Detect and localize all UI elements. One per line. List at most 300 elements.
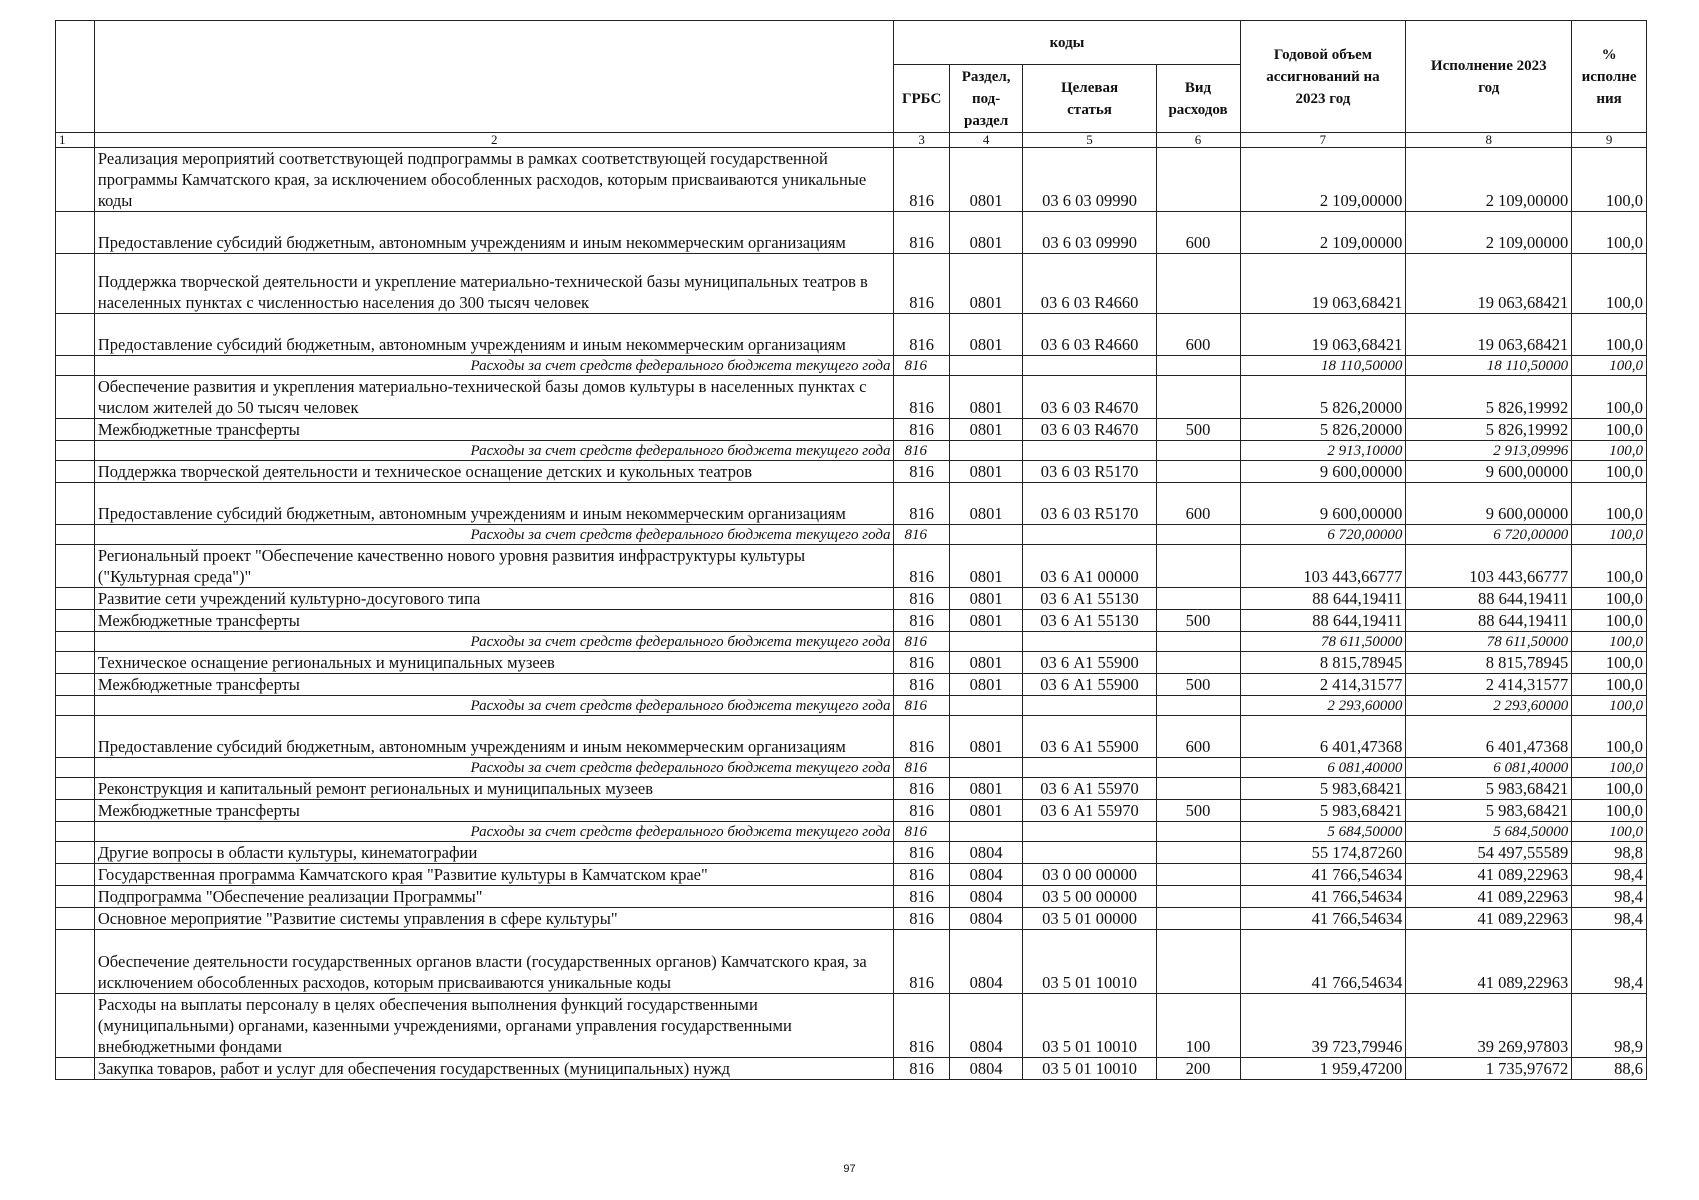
row-name: Расходы за счет средств федерального бюджета текущего года [94, 758, 894, 778]
row-name: Расходы за счет средств федерального бюджета текущего года [94, 822, 894, 842]
table-row [56, 610, 1647, 632]
row-grbs: 816 [894, 758, 949, 778]
row-percent: 98,8 [1572, 842, 1647, 864]
row-name: Межбюджетные трансферты [94, 419, 894, 441]
row-section: 0804 [949, 886, 1023, 908]
table-row [56, 148, 1647, 212]
index-cell [56, 842, 95, 864]
row-section: 0801 [949, 419, 1023, 441]
row-percent: 100,0 [1572, 758, 1647, 778]
column-number: 4 [949, 133, 1023, 148]
column-number-row [56, 133, 1647, 148]
row-executed-amount: 39 269,97803 [1406, 994, 1572, 1058]
row-name: Расходы за счет средств федерального бюджета текущего года [94, 525, 894, 545]
row-grbs: 816 [894, 908, 949, 930]
index-cell [56, 908, 95, 930]
row-plan-amount: 5 826,20000 [1240, 376, 1406, 419]
row-plan-amount: 2 293,60000 [1240, 696, 1406, 716]
row-expense-type [1156, 376, 1240, 419]
row-grbs: 816 [894, 376, 949, 419]
row-executed-amount: 88 644,19411 [1406, 610, 1572, 632]
row-executed-amount: 5 983,68421 [1406, 800, 1572, 822]
row-expense-type [1156, 886, 1240, 908]
table-row [56, 716, 1647, 758]
row-expense-type: 200 [1156, 1058, 1240, 1080]
row-target-article: 03 6 03 09990 [1023, 212, 1156, 254]
row-percent: 100,0 [1572, 441, 1647, 461]
row-section: 0801 [949, 674, 1023, 696]
column-number: 6 [1156, 133, 1240, 148]
index-cell [56, 314, 95, 356]
row-percent: 100,0 [1572, 674, 1647, 696]
column-number: 8 [1406, 133, 1572, 148]
row-percent: 98,9 [1572, 994, 1647, 1058]
row-percent: 100,0 [1572, 800, 1647, 822]
row-grbs: 816 [894, 610, 949, 632]
row-name: Расходы за счет средств федерального бюджета текущего года [94, 696, 894, 716]
table-header [56, 21, 1647, 148]
row-target-article: 03 6 А1 55900 [1023, 652, 1156, 674]
row-plan-amount: 41 766,54634 [1240, 864, 1406, 886]
row-section: 0804 [949, 908, 1023, 930]
table-row [56, 545, 1647, 588]
row-expense-type [1156, 588, 1240, 610]
row-percent: 100,0 [1572, 483, 1647, 525]
index-cell [56, 696, 95, 716]
index-cell [56, 545, 95, 588]
row-expense-type [1156, 254, 1240, 314]
row-section: 0804 [949, 864, 1023, 886]
index-cell [56, 800, 95, 822]
index-cell [56, 758, 95, 778]
row-percent: 98,4 [1572, 864, 1647, 886]
row-percent: 100,0 [1572, 652, 1647, 674]
table-row [56, 419, 1647, 441]
row-executed-amount: 19 063,68421 [1406, 254, 1572, 314]
row-target-article [1023, 356, 1156, 376]
row-section: 0801 [949, 461, 1023, 483]
row-executed-amount: 54 497,55589 [1406, 842, 1572, 864]
row-expense-type: 500 [1156, 800, 1240, 822]
index-cell [56, 994, 95, 1058]
row-expense-type [1156, 822, 1240, 842]
row-expense-type: 100 [1156, 994, 1240, 1058]
table-row [56, 461, 1647, 483]
table-body [56, 148, 1647, 1080]
table-row [56, 864, 1647, 886]
row-section: 0804 [949, 994, 1023, 1058]
row-target-article [1023, 696, 1156, 716]
row-plan-amount: 78 611,50000 [1240, 632, 1406, 652]
row-plan-amount: 5 983,68421 [1240, 778, 1406, 800]
row-name: Государственная программа Камчатского края "Развитие культуры в Камчатском крае" [94, 864, 894, 886]
index-cell [56, 525, 95, 545]
row-target-article: 03 6 А1 55130 [1023, 610, 1156, 632]
row-percent: 100,0 [1572, 525, 1647, 545]
row-target-article: 03 6 03 R4670 [1023, 376, 1156, 419]
row-executed-amount: 2 913,09996 [1406, 441, 1572, 461]
row-section: 0801 [949, 610, 1023, 632]
row-section: 0801 [949, 314, 1023, 356]
table-row [56, 356, 1647, 376]
header-index-cell [56, 21, 95, 133]
column-number: 5 [1023, 133, 1156, 148]
row-name: Расходы за счет средств федерального бюджета текущего года [94, 441, 894, 461]
index-cell [56, 588, 95, 610]
row-grbs: 816 [894, 212, 949, 254]
row-executed-amount: 2 109,00000 [1406, 212, 1572, 254]
row-executed-amount: 9 600,00000 [1406, 483, 1572, 525]
budget-report-sheet [55, 20, 1647, 1080]
row-name: Межбюджетные трансферты [94, 800, 894, 822]
row-percent: 100,0 [1572, 314, 1647, 356]
row-section [949, 822, 1023, 842]
row-executed-amount: 9 600,00000 [1406, 461, 1572, 483]
row-expense-type [1156, 356, 1240, 376]
row-percent: 100,0 [1572, 610, 1647, 632]
row-section [949, 696, 1023, 716]
row-section: 0801 [949, 148, 1023, 212]
row-plan-amount: 41 766,54634 [1240, 886, 1406, 908]
row-name: Региональный проект "Обеспечение качественно нового уровня развития инфраструктуры культуры ("Культурная среда")" [94, 545, 894, 588]
row-target-article: 03 6 03 R4670 [1023, 419, 1156, 441]
row-name: Предоставление субсидий бюджетным, автономным учреждениям и иным некоммерческим организациям [94, 716, 894, 758]
row-plan-amount: 8 815,78945 [1240, 652, 1406, 674]
row-grbs: 816 [894, 588, 949, 610]
row-grbs: 816 [894, 864, 949, 886]
row-expense-type [1156, 525, 1240, 545]
row-grbs: 816 [894, 994, 949, 1058]
row-section: 0801 [949, 254, 1023, 314]
header-grbs: ГРБС [894, 65, 949, 133]
row-target-article: 03 6 А1 55130 [1023, 588, 1156, 610]
row-executed-amount: 103 443,66777 [1406, 545, 1572, 588]
row-section [949, 441, 1023, 461]
index-cell [56, 632, 95, 652]
row-executed-amount: 41 089,22963 [1406, 886, 1572, 908]
row-percent: 98,4 [1572, 930, 1647, 994]
row-percent: 100,0 [1572, 356, 1647, 376]
row-plan-amount: 2 109,00000 [1240, 148, 1406, 212]
row-percent: 98,4 [1572, 886, 1647, 908]
index-cell [56, 778, 95, 800]
row-percent: 98,4 [1572, 908, 1647, 930]
index-cell [56, 148, 95, 212]
row-name: Подпрограмма "Обеспечение реализации Программы" [94, 886, 894, 908]
row-target-article [1023, 758, 1156, 778]
row-name: Поддержка творческой деятельности и укрепление материально-технической базы муниципальных театров в населенных пунктах с численностью населения до 300 тысяч человек [94, 254, 894, 314]
row-expense-type [1156, 652, 1240, 674]
row-grbs: 816 [894, 886, 949, 908]
row-executed-amount: 18 110,50000 [1406, 356, 1572, 376]
row-percent: 100,0 [1572, 545, 1647, 588]
table-row [56, 588, 1647, 610]
index-cell [56, 356, 95, 376]
budget-execution-table [55, 20, 1647, 1080]
row-target-article: 03 6 03 R5170 [1023, 461, 1156, 483]
row-name: Межбюджетные трансферты [94, 610, 894, 632]
row-executed-amount: 2 293,60000 [1406, 696, 1572, 716]
table-row [56, 800, 1647, 822]
row-target-article: 03 5 01 00000 [1023, 908, 1156, 930]
row-section: 0801 [949, 545, 1023, 588]
row-expense-type [1156, 758, 1240, 778]
row-plan-amount: 88 644,19411 [1240, 610, 1406, 632]
row-expense-type [1156, 441, 1240, 461]
row-executed-amount: 5 826,19992 [1406, 419, 1572, 441]
index-cell [56, 886, 95, 908]
header-section: Раздел, под-раздел [949, 65, 1023, 133]
row-section: 0801 [949, 483, 1023, 525]
index-cell [56, 674, 95, 696]
row-grbs: 816 [894, 696, 949, 716]
index-cell [56, 716, 95, 758]
row-target-article: 03 6 А1 00000 [1023, 545, 1156, 588]
row-name: Предоставление субсидий бюджетным, автономным учреждениям и иным некоммерческим организациям [94, 314, 894, 356]
row-executed-amount: 5 826,19992 [1406, 376, 1572, 419]
row-executed-amount: 6 720,00000 [1406, 525, 1572, 545]
index-cell [56, 461, 95, 483]
row-expense-type [1156, 148, 1240, 212]
row-name: Реализация мероприятий соответствующей подпрограммы в рамках соответствующей государственной программы Камчатского края, за исключением обособленных расходов, которым присваиваются уникальные коды [94, 148, 894, 212]
table-row [56, 632, 1647, 652]
row-percent: 100,0 [1572, 778, 1647, 800]
table-row [56, 376, 1647, 419]
row-executed-amount: 78 611,50000 [1406, 632, 1572, 652]
row-plan-amount: 5 826,20000 [1240, 419, 1406, 441]
row-target-article: 03 6 А1 55900 [1023, 674, 1156, 696]
row-plan-amount: 19 063,68421 [1240, 314, 1406, 356]
row-section: 0801 [949, 212, 1023, 254]
index-cell [56, 610, 95, 632]
row-expense-type [1156, 864, 1240, 886]
row-executed-amount: 6 401,47368 [1406, 716, 1572, 758]
row-expense-type [1156, 545, 1240, 588]
row-section: 0804 [949, 930, 1023, 994]
row-grbs: 816 [894, 930, 949, 994]
row-expense-type: 600 [1156, 483, 1240, 525]
index-cell [56, 483, 95, 525]
row-plan-amount: 2 109,00000 [1240, 212, 1406, 254]
table-row [56, 908, 1647, 930]
row-percent: 100,0 [1572, 822, 1647, 842]
table-row [56, 994, 1647, 1058]
column-number: 1 [56, 133, 95, 148]
row-grbs: 816 [894, 822, 949, 842]
column-number: 3 [894, 133, 949, 148]
row-name: Основное мероприятие "Развитие системы управления в сфере культуры" [94, 908, 894, 930]
row-name: Обеспечение деятельности государственных органов власти (государственных органов) Камчатского края, за исключением обособленных расходов, которым присваиваются уникальные коды [94, 930, 894, 994]
header-target-article: Целевая статья [1023, 65, 1156, 133]
row-name: Поддержка творческой деятельности и техническое оснащение детских и кукольных театров [94, 461, 894, 483]
header-name-cell [94, 21, 894, 133]
row-expense-type: 500 [1156, 419, 1240, 441]
table-row [56, 314, 1647, 356]
row-grbs: 816 [894, 778, 949, 800]
row-expense-type [1156, 930, 1240, 994]
row-expense-type [1156, 461, 1240, 483]
row-percent: 100,0 [1572, 461, 1647, 483]
index-cell [56, 254, 95, 314]
row-grbs: 816 [894, 1058, 949, 1080]
row-section [949, 758, 1023, 778]
index-cell [56, 441, 95, 461]
row-grbs: 816 [894, 483, 949, 525]
row-plan-amount: 39 723,79946 [1240, 994, 1406, 1058]
row-plan-amount: 6 720,00000 [1240, 525, 1406, 545]
row-grbs: 816 [894, 254, 949, 314]
table-row [56, 674, 1647, 696]
row-plan-amount: 6 081,40000 [1240, 758, 1406, 778]
row-plan-amount: 18 110,50000 [1240, 356, 1406, 376]
row-target-article: 03 0 00 00000 [1023, 864, 1156, 886]
row-plan-amount: 2 913,10000 [1240, 441, 1406, 461]
row-grbs: 816 [894, 419, 949, 441]
row-plan-amount: 9 600,00000 [1240, 461, 1406, 483]
header-execution: Исполнение 2023 год [1406, 21, 1572, 133]
row-expense-type [1156, 908, 1240, 930]
row-section [949, 525, 1023, 545]
row-percent: 100,0 [1572, 696, 1647, 716]
row-name: Предоставление субсидий бюджетным, автономным учреждениям и иным некоммерческим организациям [94, 212, 894, 254]
row-target-article [1023, 842, 1156, 864]
row-target-article: 03 6 А1 55900 [1023, 716, 1156, 758]
row-percent: 100,0 [1572, 212, 1647, 254]
table-row [56, 525, 1647, 545]
index-cell [56, 930, 95, 994]
row-grbs: 816 [894, 674, 949, 696]
row-plan-amount: 55 174,87260 [1240, 842, 1406, 864]
row-name: Реконструкция и капитальный ремонт региональных и муниципальных музеев [94, 778, 894, 800]
row-grbs: 816 [894, 652, 949, 674]
row-plan-amount: 41 766,54634 [1240, 930, 1406, 994]
row-grbs: 816 [894, 545, 949, 588]
row-plan-amount: 41 766,54634 [1240, 908, 1406, 930]
row-section: 0801 [949, 376, 1023, 419]
row-section [949, 356, 1023, 376]
row-target-article: 03 6 03 R4660 [1023, 314, 1156, 356]
row-name: Расходы за счет средств федерального бюджета текущего года [94, 632, 894, 652]
row-target-article [1023, 525, 1156, 545]
row-percent: 100,0 [1572, 588, 1647, 610]
header-percent: % исполне ния [1572, 21, 1647, 133]
row-executed-amount: 8 815,78945 [1406, 652, 1572, 674]
page-number: 97 [843, 1163, 856, 1175]
index-cell [56, 822, 95, 842]
table-row [56, 483, 1647, 525]
row-name: Обеспечение развития и укрепления материально-технической базы домов культуры в населенных пунктах с числом жителей до 50 тысяч человек [94, 376, 894, 419]
row-target-article: 03 6 А1 55970 [1023, 778, 1156, 800]
table-row [56, 652, 1647, 674]
index-cell [56, 419, 95, 441]
row-grbs: 816 [894, 356, 949, 376]
row-section: 0801 [949, 588, 1023, 610]
row-grbs: 816 [894, 632, 949, 652]
row-target-article: 03 5 00 00000 [1023, 886, 1156, 908]
row-target-article: 03 6 03 R4660 [1023, 254, 1156, 314]
table-row [56, 758, 1647, 778]
table-row [56, 696, 1647, 716]
row-expense-type: 600 [1156, 716, 1240, 758]
row-expense-type [1156, 778, 1240, 800]
row-name: Расходы за счет средств федерального бюджета текущего года [94, 356, 894, 376]
row-plan-amount: 19 063,68421 [1240, 254, 1406, 314]
row-name: Предоставление субсидий бюджетным, автономным учреждениям и иным некоммерческим организациям [94, 483, 894, 525]
row-target-article [1023, 822, 1156, 842]
row-name: Другие вопросы в области культуры, кинематографии [94, 842, 894, 864]
row-executed-amount: 41 089,22963 [1406, 908, 1572, 930]
row-target-article [1023, 632, 1156, 652]
row-target-article: 03 6 03 09990 [1023, 148, 1156, 212]
row-plan-amount: 5 983,68421 [1240, 800, 1406, 822]
row-plan-amount: 88 644,19411 [1240, 588, 1406, 610]
table-row [56, 822, 1647, 842]
row-plan-amount: 5 684,50000 [1240, 822, 1406, 842]
row-grbs: 816 [894, 800, 949, 822]
table-row [56, 441, 1647, 461]
row-grbs: 816 [894, 314, 949, 356]
row-section: 0804 [949, 842, 1023, 864]
row-name: Техническое оснащение региональных и муниципальных музеев [94, 652, 894, 674]
index-cell [56, 864, 95, 886]
row-executed-amount: 88 644,19411 [1406, 588, 1572, 610]
header-expense-type: Вид расходов [1156, 65, 1240, 133]
row-percent: 100,0 [1572, 254, 1647, 314]
row-expense-type: 500 [1156, 674, 1240, 696]
row-plan-amount: 6 401,47368 [1240, 716, 1406, 758]
row-target-article: 03 5 01 10010 [1023, 930, 1156, 994]
row-name: Развитие сети учреждений культурно-досугового типа [94, 588, 894, 610]
row-executed-amount: 5 983,68421 [1406, 778, 1572, 800]
row-section: 0801 [949, 778, 1023, 800]
row-expense-type [1156, 842, 1240, 864]
row-grbs: 816 [894, 461, 949, 483]
row-expense-type: 600 [1156, 314, 1240, 356]
table-row [56, 212, 1647, 254]
header-plan: Годовой объем ассигнований на 2023 год [1240, 21, 1406, 133]
row-target-article: 03 6 А1 55970 [1023, 800, 1156, 822]
row-plan-amount: 103 443,66777 [1240, 545, 1406, 588]
row-grbs: 816 [894, 716, 949, 758]
row-percent: 100,0 [1572, 148, 1647, 212]
row-executed-amount: 2 109,00000 [1406, 148, 1572, 212]
row-target-article [1023, 441, 1156, 461]
row-name: Расходы на выплаты персоналу в целях обеспечения выполнения функций государственными (муниципальными) органами, казенными учреждениями, органами управления государственными внебюджетными фондами [94, 994, 894, 1058]
column-number: 9 [1572, 133, 1647, 148]
row-name: Межбюджетные трансферты [94, 674, 894, 696]
row-grbs: 816 [894, 525, 949, 545]
row-plan-amount: 1 959,47200 [1240, 1058, 1406, 1080]
row-grbs: 816 [894, 842, 949, 864]
row-expense-type: 500 [1156, 610, 1240, 632]
row-percent: 100,0 [1572, 632, 1647, 652]
header-codes: коды [894, 21, 1240, 65]
table-row [56, 1058, 1647, 1080]
row-section: 0804 [949, 1058, 1023, 1080]
column-number: 2 [94, 133, 894, 148]
row-name: Закупка товаров, работ и услуг для обеспечения государственных (муниципальных) нужд [94, 1058, 894, 1080]
row-grbs: 816 [894, 441, 949, 461]
row-target-article: 03 5 01 10010 [1023, 994, 1156, 1058]
table-row [56, 254, 1647, 314]
row-plan-amount: 2 414,31577 [1240, 674, 1406, 696]
row-percent: 100,0 [1572, 376, 1647, 419]
row-section [949, 632, 1023, 652]
table-row [56, 886, 1647, 908]
column-number: 7 [1240, 133, 1406, 148]
row-expense-type [1156, 696, 1240, 716]
row-target-article: 03 6 03 R5170 [1023, 483, 1156, 525]
